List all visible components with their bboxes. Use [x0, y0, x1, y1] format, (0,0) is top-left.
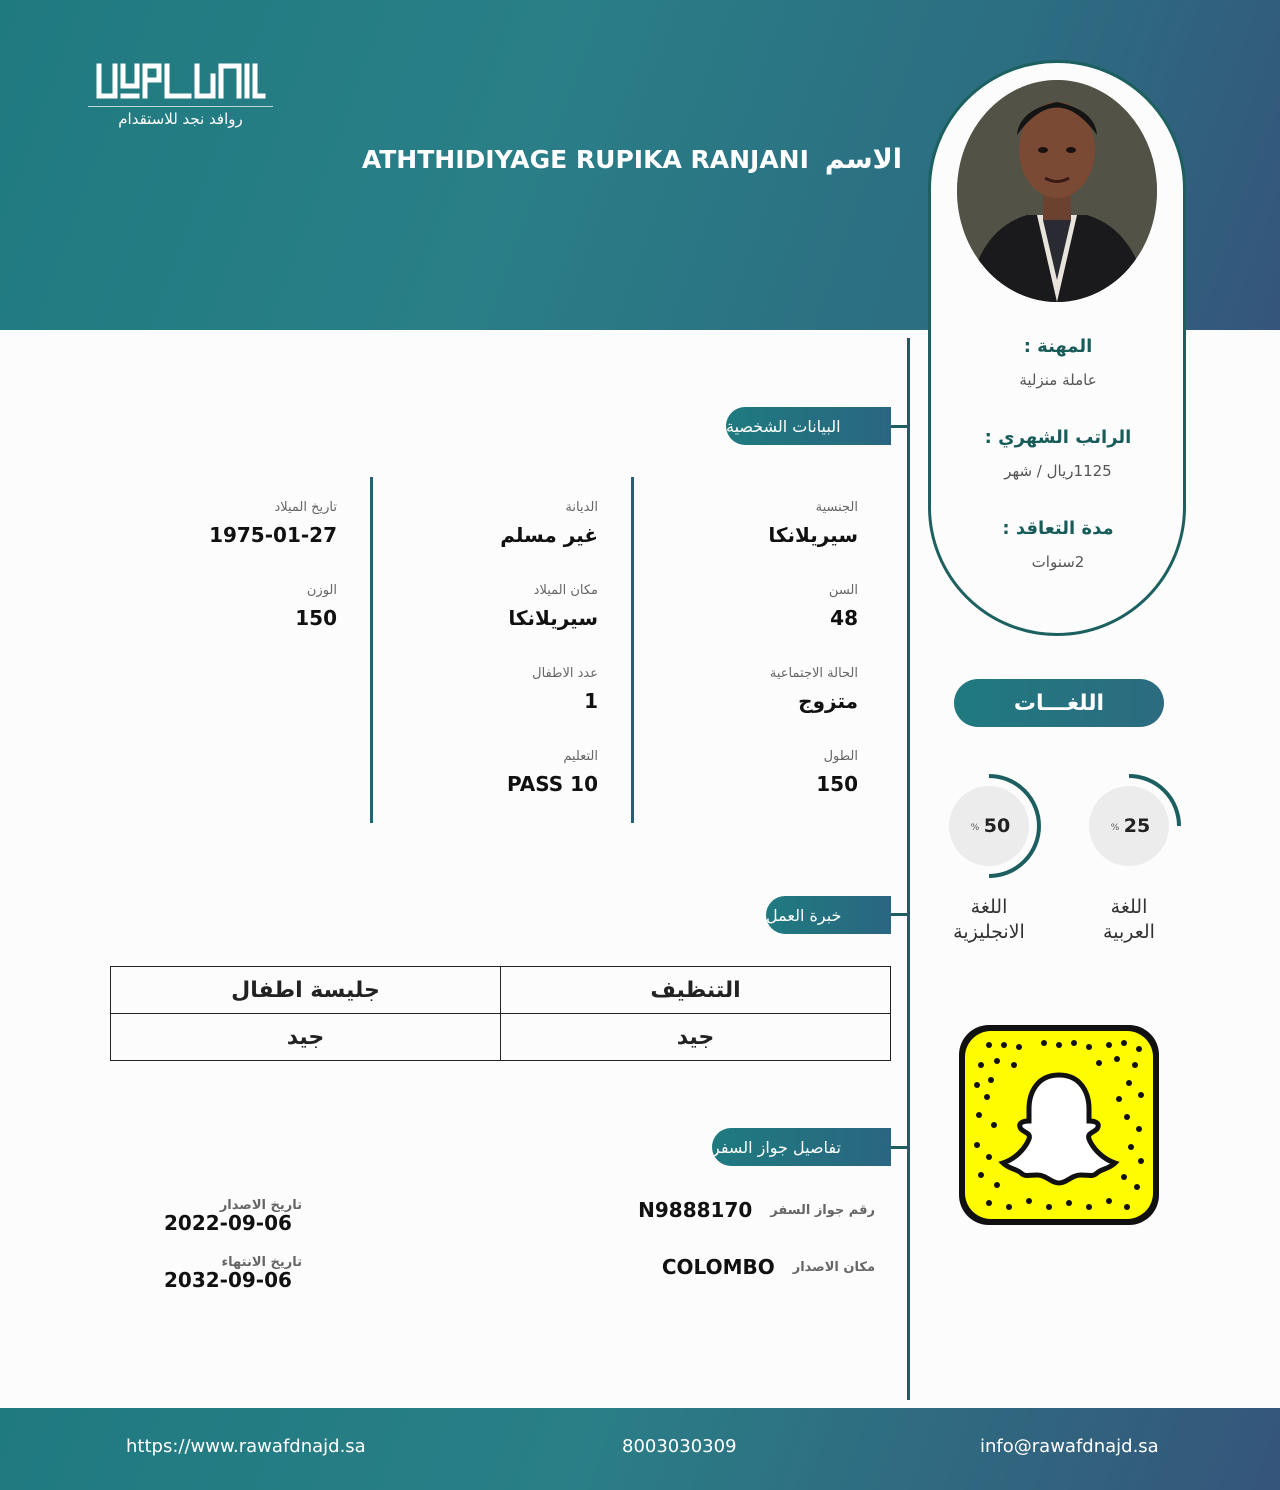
- phone-number[interactable]: 8003030309: [622, 1436, 737, 1457]
- passport-expiry-block: [164, 1255, 302, 1292]
- section-personal-data: البيانات الشخصية: [726, 407, 891, 445]
- company-logo: [88, 60, 273, 128]
- experience-table: [110, 966, 891, 1061]
- languages-title: اللغـــات: [954, 679, 1164, 727]
- field-date-of-birth: تاريخ الميلاد 1975-01-27: [209, 500, 337, 547]
- logo-mark-icon: [93, 60, 268, 102]
- website-link[interactable]: https://www.rawafdnajd.sa: [126, 1436, 366, 1457]
- arabic-percent: 25: [1123, 815, 1151, 837]
- table-cell: جيد: [111, 1014, 501, 1061]
- arabic-gauge: [1073, 770, 1183, 880]
- passport-issue-label: تاريخ الاصدار: [219, 1198, 302, 1213]
- company-tagline: روافد نجد للاستقدام: [118, 110, 243, 128]
- passport-number-row: [638, 1198, 875, 1222]
- passport-number: N9888170: [638, 1198, 753, 1222]
- salary-value: 1125ريال / شهر: [1004, 462, 1112, 480]
- table-header-row: [111, 967, 891, 1014]
- table-cell: جيد: [501, 1014, 891, 1061]
- name-row: [362, 144, 902, 175]
- field-children: عدد الاطفال 1: [532, 666, 598, 713]
- footer: [0, 1408, 1280, 1490]
- table-row: [111, 1014, 891, 1061]
- field-birthplace: مكان الميلاد سيريلانكا: [508, 583, 598, 630]
- passport-place-row: [662, 1255, 875, 1279]
- english-percent-unit: %: [970, 823, 980, 833]
- email-link[interactable]: info@rawafdnajd.sa: [980, 1436, 1159, 1457]
- arabic-language-label: اللغة العربية: [1103, 896, 1155, 943]
- salary-block: [930, 427, 1186, 480]
- field-religion: الديانة غير مسلم: [500, 500, 598, 547]
- snapcode[interactable]: [959, 1025, 1159, 1225]
- name-label: الاسم: [824, 144, 902, 175]
- field-education: التعليم PASS 10: [506, 749, 598, 796]
- table-header-cell: التنظيف: [501, 967, 891, 1014]
- english-gauge: [933, 770, 1043, 880]
- column-divider: [370, 477, 373, 823]
- passport-issue-date: 2022-09-06: [164, 1211, 292, 1235]
- passport-place-label: مكان الاصدار: [792, 1259, 875, 1275]
- section-passport-details: تفاصيل جواز السفر: [712, 1128, 891, 1166]
- english-language-label: اللغة الانجليزية: [953, 896, 1025, 943]
- passport-number-label: رقم جواز السفر: [770, 1202, 875, 1218]
- profession-value: عاملة منزلية: [1019, 371, 1097, 389]
- salary-label: الراتب الشهري :: [984, 427, 1132, 448]
- contract-value: 2سنوات: [1031, 553, 1085, 571]
- passport-place: COLOMBO: [661, 1255, 775, 1279]
- contract-label: مدة التعاقد :: [1002, 518, 1114, 539]
- passport-issue-block: [164, 1198, 302, 1235]
- section-work-experience: خبرة العمل: [766, 896, 891, 934]
- profession-label: المهنة :: [1023, 336, 1093, 357]
- field-height: الطول 150: [816, 749, 858, 796]
- table-header-cell: جليسة اطفال: [111, 967, 501, 1014]
- contract-block: [930, 518, 1186, 571]
- arabic-percent-unit: %: [1110, 823, 1120, 833]
- profile-photo: [957, 80, 1157, 302]
- timeline-line: [907, 338, 910, 1400]
- column-divider: [631, 477, 634, 823]
- field-age: السن 48: [828, 583, 858, 630]
- field-nationality: الجنسية سيريلانكا: [768, 500, 858, 547]
- passport-expiry-label: تاريخ الانتهاء: [221, 1255, 302, 1270]
- field-weight: الوزن 150: [295, 583, 337, 630]
- english-percent: 50: [983, 815, 1011, 837]
- passport-expiry-date: 2032-09-06: [164, 1268, 292, 1292]
- field-marital-status: الحالة الاجتماعية متزوج: [769, 666, 858, 713]
- profession-block: [930, 336, 1186, 389]
- candidate-name: ATHTHIDIYAGE RUPIKA RANJANI: [361, 145, 809, 174]
